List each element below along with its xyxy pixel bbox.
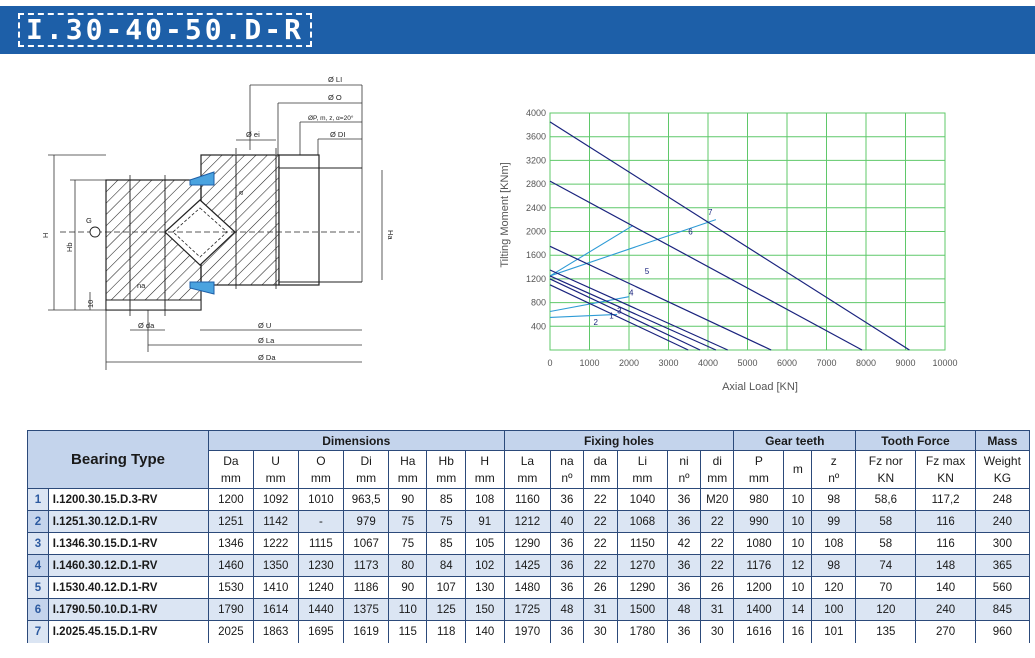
dim-label-o: Ø O [328, 93, 342, 102]
chart-x-tick-label: 2000 [618, 358, 640, 368]
column-header [389, 451, 427, 489]
table-cell: 1400 [734, 599, 784, 621]
table-cell: 845 [975, 599, 1029, 621]
chart-y-tick-label: 4000 [525, 108, 546, 118]
chart-y-tick-label: 1200 [525, 273, 546, 284]
chart-y-tick-label: 2000 [525, 226, 546, 237]
row-number: 6 [28, 599, 49, 621]
table-cell: 31 [583, 599, 617, 621]
column-header-unit: mm [310, 470, 331, 485]
chart-y-tick-label: 3600 [525, 131, 546, 142]
dim-label-10: 10 [86, 299, 95, 308]
fixing-holes-header: Fixing holes [504, 431, 734, 451]
table-cell: 1780 [617, 621, 667, 643]
column-header [465, 451, 504, 489]
table-cell: 1010 [298, 489, 344, 511]
dim-label-li: Ø LI [328, 75, 343, 84]
bearing-spec-table [27, 430, 1030, 643]
column-header [209, 451, 254, 489]
table-cell: 75 [427, 511, 465, 533]
chart-series-label: 4 [629, 288, 634, 298]
table-cell: 125 [427, 599, 465, 621]
table-cell: 58,6 [856, 489, 916, 511]
gear-teeth-header: Gear teeth [734, 431, 856, 451]
chart-x-tick-label: 10000 [932, 358, 958, 368]
table-cell: 22 [583, 511, 617, 533]
column-header-unit: mm [707, 470, 728, 485]
dim-label-pmz: ØP, m, z, α=20° [308, 115, 354, 122]
table-cell: 108 [812, 533, 856, 555]
dim-label-di: Ø DI [330, 130, 346, 139]
table-cell: 36 [551, 555, 583, 577]
table-cell: 12 [784, 555, 812, 577]
table-cell: 1616 [734, 621, 784, 643]
table-cell: 1251 [209, 511, 254, 533]
column-header [344, 451, 389, 489]
column-header-name: U [271, 453, 280, 468]
bearing-type-cell: I.1790.50.10.D.1-RV [48, 599, 208, 621]
table-cell: 108 [465, 489, 504, 511]
column-header-unit: mm [436, 470, 457, 485]
column-header-name: Da [223, 453, 239, 468]
table-cell: 1240 [298, 577, 344, 599]
tooth-force-header: Tooth Force [856, 431, 976, 451]
table-row [28, 489, 1030, 511]
table-cell: 10 [784, 511, 812, 533]
table-cell: 1863 [253, 621, 298, 643]
table-cell: 1040 [617, 489, 667, 511]
column-header-unit: mm [220, 470, 241, 485]
column-header [504, 451, 551, 489]
column-header-unit: mm [474, 470, 495, 485]
table-cell: 117,2 [916, 489, 975, 511]
table-cell: 1375 [344, 599, 389, 621]
chart-y-tick-label: 400 [530, 321, 546, 332]
table-cell: 22 [701, 533, 734, 555]
chart-ticks [526, 108, 958, 368]
chart-load-curve [550, 270, 728, 350]
table-cell: 1725 [504, 599, 551, 621]
row-number: 4 [28, 555, 49, 577]
table-cell: 48 [551, 599, 583, 621]
table-cell: 150 [465, 599, 504, 621]
table-cell: 1173 [344, 555, 389, 577]
chart-y-tick-label: 2400 [525, 202, 546, 213]
chart-x-tick-label: 6000 [776, 358, 798, 368]
table-cell: 118 [427, 621, 465, 643]
header [0, 0, 1035, 58]
column-header-unit: nº [678, 470, 690, 485]
dim-label-ha: Ha [386, 230, 395, 240]
column-header-unit: mm [356, 470, 377, 485]
chart-x-tick-label: 5000 [737, 358, 758, 368]
table-cell: 115 [389, 621, 427, 643]
table-cell: 36 [667, 577, 700, 599]
table-cell: 16 [784, 621, 812, 643]
table-cell: 560 [975, 577, 1029, 599]
table-cell: 102 [465, 555, 504, 577]
table-cell: 365 [975, 555, 1029, 577]
table-cell: 240 [975, 511, 1029, 533]
column-header [617, 451, 667, 489]
table-cell: 1230 [298, 555, 344, 577]
table-cell: 80 [389, 555, 427, 577]
chart-x-tick-label: 0 [547, 358, 553, 368]
chart-series-label: 3 [617, 306, 622, 316]
column-header-name: da [593, 453, 607, 468]
column-header-unit: mm [397, 470, 418, 485]
chart-load-curve [550, 279, 700, 350]
column-header-unit: KN [937, 470, 954, 485]
table-cell: 101 [812, 621, 856, 643]
table-cell: 130 [465, 577, 504, 599]
column-header-name: Hb [438, 453, 454, 468]
column-header-name: Fz max [925, 453, 966, 468]
column-header-name: H [480, 453, 490, 468]
chart-series-label: 5 [644, 267, 650, 277]
chart-x-tick-label: 9000 [895, 358, 916, 368]
table-cell: 1067 [344, 533, 389, 555]
table-cell: 1222 [253, 533, 298, 555]
table-cell: 98 [812, 555, 856, 577]
table-cell: 85 [427, 489, 465, 511]
column-header [253, 451, 298, 489]
table-cell: 22 [701, 511, 734, 533]
table-cell: 140 [916, 577, 975, 599]
chart-y-axis-label: Tilting Moment [KNm] [499, 162, 511, 268]
chart-y-tick-label: 3200 [525, 155, 546, 166]
dim-label-la: Ø La [258, 336, 275, 345]
table-cell: 36 [667, 555, 700, 577]
table-cell: 1970 [504, 621, 551, 643]
table-cell: 1480 [504, 577, 551, 599]
table-cell: 36 [551, 621, 583, 643]
table-cell: 70 [856, 577, 916, 599]
column-header-unit: mm [632, 470, 653, 485]
table-row [28, 511, 1030, 533]
column-header-name: z [830, 453, 837, 468]
chart-load-curve [550, 285, 688, 350]
table-cell: 36 [551, 577, 583, 599]
table-cell: 990 [734, 511, 784, 533]
table-cell: 1092 [253, 489, 298, 511]
chart-y-tick-label: 800 [530, 297, 546, 308]
table-cell: 148 [916, 555, 975, 577]
table-cell: 1068 [617, 511, 667, 533]
chart-x-tick-label: 1000 [579, 358, 600, 368]
table-cell: 75 [389, 533, 427, 555]
table-cell: 100 [812, 599, 856, 621]
table-cell: 1290 [504, 533, 551, 555]
table-cell: 36 [667, 511, 700, 533]
table-cell: 75 [389, 511, 427, 533]
table-cell: 120 [856, 599, 916, 621]
chart-series-label: 2 [593, 318, 598, 328]
table-cell: 105 [465, 533, 504, 555]
table-cell: 960 [975, 621, 1029, 643]
bearing-type-cell: I.1251.30.12.D.1-RV [48, 511, 208, 533]
dim-label-h: H [41, 232, 50, 238]
column-header-name: Ha [400, 453, 416, 468]
table-cell: 30 [701, 621, 734, 643]
column-header-name: P [754, 453, 763, 468]
chart-load-curve [550, 246, 771, 350]
table-cell: 26 [583, 577, 617, 599]
table-cell: 58 [856, 511, 916, 533]
bearing-spec-body [28, 489, 1030, 643]
dim-label-a: a [236, 190, 245, 195]
table-cell: 40 [551, 511, 583, 533]
dim-label-u: Ø U [258, 321, 272, 330]
table-cell: 1440 [298, 599, 344, 621]
table-cell: 30 [583, 621, 617, 643]
table-cell: 99 [812, 511, 856, 533]
table-cell: 22 [583, 555, 617, 577]
table-cell: 1186 [344, 577, 389, 599]
column-header [975, 451, 1029, 489]
table-cell: 22 [701, 555, 734, 577]
bearing-type-header: Bearing Type [28, 431, 209, 489]
column-header-unit: mm [265, 470, 286, 485]
table-cell: 1460 [209, 555, 254, 577]
table-cell: 116 [916, 511, 975, 533]
table-cell: 90 [389, 577, 427, 599]
table-cell: 74 [856, 555, 916, 577]
table-cell: 1212 [504, 511, 551, 533]
mass-header: Mass [975, 431, 1029, 451]
column-header-name: Li [637, 453, 648, 468]
bearing-type-cell: I.1460.30.12.D.1-RV [48, 555, 208, 577]
chart-x-axis-label: Axial Load [KN] [722, 381, 798, 393]
table-row [28, 621, 1030, 643]
table-cell: 36 [667, 621, 700, 643]
bearing-type-cell: I.1200.30.15.D.3-RV [48, 489, 208, 511]
table-cell: 116 [916, 533, 975, 555]
table-cell: 1200 [209, 489, 254, 511]
table-row [28, 599, 1030, 621]
column-header [856, 451, 916, 489]
dim-label-da-outer: Ø Da [258, 353, 276, 362]
row-number: 3 [28, 533, 49, 555]
column-header-name: ni [679, 453, 689, 468]
table-cell: 1115 [298, 533, 344, 555]
chart-series [550, 122, 909, 350]
table-cell: 42 [667, 533, 700, 555]
table-cell: 84 [427, 555, 465, 577]
column-header-unit: mm [517, 470, 538, 485]
table-cell: 14 [784, 599, 812, 621]
table-cell: 1270 [617, 555, 667, 577]
table-cell: 1614 [253, 599, 298, 621]
chart-y-tick-label: 2800 [525, 179, 546, 190]
table-cell: 1176 [734, 555, 784, 577]
table-cell: 1410 [253, 577, 298, 599]
table-cell: 1080 [734, 533, 784, 555]
chart-static-curve [550, 226, 633, 276]
table-cell: 22 [583, 533, 617, 555]
chart-series-label: 7 [708, 207, 713, 217]
column-header-name: di [712, 453, 722, 468]
table-cell: 58 [856, 533, 916, 555]
row-number: 7 [28, 621, 49, 643]
table-cell: 36 [551, 533, 583, 555]
table-cell: 1350 [253, 555, 298, 577]
table-cell: 1530 [209, 577, 254, 599]
dim-label-na: na [137, 281, 146, 290]
table-row [28, 533, 1030, 555]
column-header-unit: KN [877, 470, 895, 485]
table-cell: 36 [667, 489, 700, 511]
table-cell: 36 [551, 489, 583, 511]
table-cell: 90 [389, 489, 427, 511]
table-cell: 1142 [253, 511, 298, 533]
column-header [812, 451, 856, 489]
table-cell: 270 [916, 621, 975, 643]
dim-label-g: G [86, 216, 92, 225]
chart-load-curve [550, 122, 909, 350]
column-header [734, 451, 784, 489]
column-header [427, 451, 465, 489]
table-cell: 1695 [298, 621, 344, 643]
table-cell: 1160 [504, 489, 551, 511]
table-cell: 1150 [617, 533, 667, 555]
column-header [701, 451, 734, 489]
column-header [916, 451, 975, 489]
column-header-unit: nº [561, 470, 573, 485]
table-cell: 98 [812, 489, 856, 511]
table-cell: 10 [784, 577, 812, 599]
chart-series-label: 6 [688, 227, 693, 237]
table-cell: 22 [583, 489, 617, 511]
table-cell: M20 [701, 489, 734, 511]
load-chart [490, 100, 1035, 410]
table-cell: 1346 [209, 533, 254, 555]
chart-series-label: 1 [609, 311, 614, 321]
page-title: I.30-40-50.D-R [18, 13, 312, 47]
row-number: 2 [28, 511, 49, 533]
column-header [667, 451, 700, 489]
table-cell: 248 [975, 489, 1029, 511]
table-cell: 110 [389, 599, 427, 621]
row-number: 5 [28, 577, 49, 599]
table-cell: 240 [916, 599, 975, 621]
chart-x-tick-label: 4000 [697, 358, 719, 368]
table-cell: 1425 [504, 555, 551, 577]
table-cell: 10 [784, 533, 812, 555]
table-cell: 963,5 [344, 489, 389, 511]
bearing-cross-section-drawing [0, 60, 400, 390]
table-row [28, 577, 1030, 599]
column-header-unit: mm [748, 470, 769, 485]
column-header-unit: KG [993, 470, 1012, 485]
column-header-name: La [520, 453, 535, 468]
bearing-type-cell: I.1530.40.12.D.1-RV [48, 577, 208, 599]
table-cell: 1290 [617, 577, 667, 599]
column-header [298, 451, 344, 489]
column-header-unit: mm [590, 470, 611, 485]
table-cell: 10 [784, 489, 812, 511]
table-cell: 26 [701, 577, 734, 599]
table-cell: 1500 [617, 599, 667, 621]
row-number: 1 [28, 489, 49, 511]
dim-label-da: Ø da [138, 321, 155, 330]
chart-y-tick-label: 1600 [525, 250, 546, 261]
table-cell: 1790 [209, 599, 254, 621]
table-cell: 300 [975, 533, 1029, 555]
chart-static-curve [550, 314, 617, 317]
column-header-unit: nº [828, 470, 840, 485]
table-cell: 48 [667, 599, 700, 621]
column-header-name: Fz nor [868, 453, 903, 468]
bearing-type-cell: I.1346.30.15.D.1-RV [48, 533, 208, 555]
chart-x-tick-label: 8000 [855, 358, 877, 368]
dim-label-ei: Ø ei [246, 130, 260, 139]
column-header-name: O [316, 453, 326, 468]
table-cell: 31 [701, 599, 734, 621]
table-cell: 980 [734, 489, 784, 511]
table-cell: 140 [465, 621, 504, 643]
chart-x-tick-label: 7000 [816, 358, 837, 368]
column-header [551, 451, 583, 489]
column-header-name: m [792, 462, 803, 476]
table-cell: 1619 [344, 621, 389, 643]
table-cell: - [298, 511, 344, 533]
column-header-name: Di [360, 453, 372, 468]
table-cell: 120 [812, 577, 856, 599]
dim-label-hb: Hb [65, 242, 74, 252]
table-cell: 1200 [734, 577, 784, 599]
table-cell: 979 [344, 511, 389, 533]
dimensions-header: Dimensions [209, 431, 504, 451]
column-header [583, 451, 617, 489]
column-header-name: na [560, 453, 574, 468]
column-header-name: Weight [983, 453, 1021, 468]
table-cell: 2025 [209, 621, 254, 643]
table-cell: 91 [465, 511, 504, 533]
table-row [28, 555, 1030, 577]
table-cell: 135 [856, 621, 916, 643]
bearing-type-cell: I.2025.45.15.D.1-RV [48, 621, 208, 643]
chart-x-tick-label: 3000 [658, 358, 679, 368]
table-cell: 85 [427, 533, 465, 555]
table-cell: 107 [427, 577, 465, 599]
column-header [784, 451, 812, 489]
